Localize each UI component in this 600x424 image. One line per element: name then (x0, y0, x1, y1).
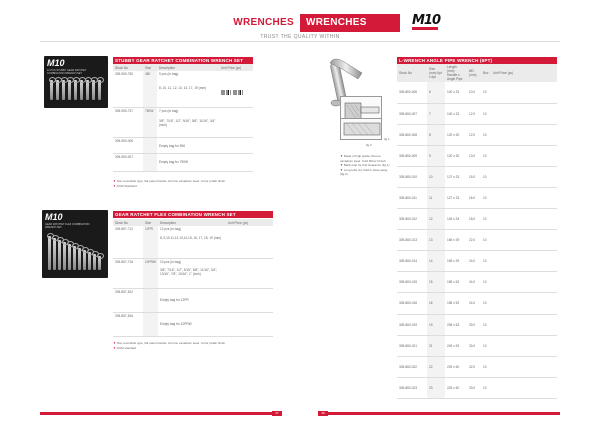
length-cell: 100 x 32 (445, 103, 467, 124)
price-cell (219, 71, 253, 107)
price-cell (491, 209, 557, 230)
stock-number: 305-950-007 (113, 153, 143, 171)
table-row (397, 187, 557, 208)
note-text: ANSI standard (116, 345, 137, 350)
wrench-icon (63, 242, 66, 270)
stock-number: 305-860-006 (397, 82, 427, 103)
diameter-cell: 13.0 (467, 145, 481, 166)
diameter-cell: 15.0 (467, 166, 481, 187)
stock-number: 305-860-023 (397, 377, 427, 398)
description-line: 3/8", 7/16", 1/2", 9/16", 5/8", 11/16", 3/4" (inch) (159, 118, 216, 127)
stubby-image-brand: M10 (47, 58, 65, 68)
stock-number: 305-950-750 (113, 71, 143, 107)
triangle-bullet-icon: ▼ (340, 163, 343, 167)
box-cell: 10 (481, 230, 491, 251)
diameter-cell: 30.0 (467, 314, 481, 335)
description-line: 8, 10, 11, 12, 13, 14, 17, 19 (mm) (159, 86, 207, 90)
table-row (397, 166, 557, 187)
column-header: Box (481, 64, 491, 82)
description-line: Empty bag for 750W (159, 159, 189, 164)
column-header: Stock No (113, 64, 143, 71)
size-cell: 13 (427, 230, 445, 251)
table-row (397, 124, 557, 145)
size-cell: 12PR (143, 226, 158, 258)
description-cell (158, 226, 226, 258)
stock-number: 305-860-019 (397, 314, 427, 335)
table-row (397, 356, 557, 377)
size-cell (143, 153, 157, 171)
box-cell: 10 (481, 335, 491, 356)
stock-number: 305-860-015 (397, 272, 427, 293)
page-title-left: WRENCHES (233, 17, 294, 28)
note-text: Non reversible type, flat panel handle, chrome vanadium steel, mirror polish finish (116, 179, 226, 183)
stock-number: 305-860-007 (397, 103, 427, 124)
stock-number: 305-860-012 (397, 209, 427, 230)
stubby-image-caption: 12 PCS STUBBY GEAR RATCHET COMBINATION WRENCH SET (47, 69, 87, 75)
column-header: Stock No (113, 219, 143, 226)
stock-number: 305-950-006 (113, 137, 143, 153)
stubby-table (113, 64, 253, 172)
stock-number: 305-857-716 (113, 258, 143, 288)
length-cell: 145 x 34 (445, 209, 467, 230)
description-cell (158, 312, 226, 336)
description-cell (158, 258, 226, 288)
length-cell: 225 x 60 (445, 356, 467, 377)
diameter-cell: 33.0 (467, 377, 481, 398)
column-header: Description (157, 64, 219, 71)
table-row (397, 82, 557, 103)
flex-notes (113, 341, 273, 350)
table-row (397, 272, 557, 293)
size-cell: 14 (427, 251, 445, 272)
size-cell: 12 (427, 209, 445, 230)
column-header: Unit Price (pc) (226, 219, 273, 226)
stock-number: 305-860-016 (397, 293, 427, 314)
column-header: Size (143, 64, 157, 71)
wrench-icon (88, 252, 91, 270)
stubby-notes (113, 179, 273, 188)
description-cell (157, 107, 219, 137)
triangle-bullet-icon: ▼ (113, 345, 116, 350)
diameter-cell: 12.0 (467, 124, 481, 145)
price-cell (491, 272, 557, 293)
wrench-icon (86, 80, 89, 100)
stubby-section-title: STUBBY GEAR RATCHET COMBINATION WRENCH SET (113, 57, 253, 64)
wrench-icon (56, 80, 59, 100)
stock-number: 305-860-008 (397, 124, 427, 145)
description-line: 3/8", 7/16", 1/2", 9/16", 5/8", 11/16", 3/4", 13/16", 7/8", 15/16", 1" (inch) (159, 267, 218, 276)
price-cell (491, 230, 557, 251)
price-cell (491, 187, 557, 208)
price-cell (491, 145, 557, 166)
wrench-icon (68, 244, 71, 270)
box-cell: 10 (481, 166, 491, 187)
size-cell: 22 (427, 356, 445, 377)
diameter-cell: 10.0 (467, 82, 481, 103)
column-header: Unit Price (pc) (219, 64, 253, 71)
stock-number: 305-860-013 (397, 230, 427, 251)
size-cell (143, 288, 158, 312)
table-row (113, 137, 253, 153)
diameter-cell: 24.0 (467, 251, 481, 272)
note-item (113, 346, 273, 351)
description-line: 9 pcs (in bag) (159, 72, 179, 76)
diameter-cell: 12.0 (467, 103, 481, 124)
triangle-bullet-icon: ▼ (340, 154, 343, 158)
description-line: 8, 9,10,11,12,13,14,15, 16, 17, 18, 19 (mm) (159, 236, 222, 240)
size-cell: 750W (143, 107, 157, 137)
length-cell: 185 x 52 (445, 272, 467, 293)
length-cell: 245 x 53 (445, 335, 467, 356)
flex-image-brand: M10 (45, 212, 63, 222)
note-item (113, 184, 273, 189)
wrench-icon (98, 256, 101, 270)
table-row (113, 312, 273, 336)
length-cell: 120 x 30 (445, 124, 467, 145)
size-cell: 21 (427, 335, 445, 356)
price-cell (491, 124, 557, 145)
diameter-cell: 18.0 (467, 209, 481, 230)
wrench-icon (48, 236, 51, 270)
price-cell (219, 107, 253, 137)
length-cell: 185 x 52 (445, 293, 467, 314)
footer-bar-left (40, 412, 274, 415)
stock-number: 305-860-011 (397, 187, 427, 208)
length-cell: 225 x 60 (445, 377, 467, 398)
logo-text: M10 (412, 13, 441, 28)
length-cell: 165 x 39 (445, 230, 467, 251)
price-cell (226, 258, 273, 288)
table-row (113, 71, 253, 107)
column-header: Stock No (397, 64, 427, 82)
table-row (397, 314, 557, 335)
diameter-cell: 22.0 (467, 230, 481, 251)
size-cell: 450 (143, 71, 157, 107)
column-header: Description (158, 219, 226, 226)
wrench-icon (78, 248, 81, 270)
table-row (397, 377, 557, 398)
price-cell (226, 312, 273, 336)
triangle-bullet-icon: ▼ (113, 183, 116, 188)
note-item (340, 154, 394, 163)
box-cell: 10 (481, 251, 491, 272)
table-row (397, 335, 557, 356)
box-cell: 10 (481, 103, 491, 124)
length-cell: 100 x 32 (445, 82, 467, 103)
header-divider (40, 41, 560, 42)
tagline: TRUST THE QUALITY WITHIN (260, 34, 340, 40)
flex-table (113, 219, 273, 337)
stubby-product-image (44, 56, 108, 108)
stock-number: 305-860-010 (397, 166, 427, 187)
column-header: Size (mm) 6pt x 6pt (427, 64, 445, 82)
price-cell (491, 251, 557, 272)
price-cell (219, 153, 253, 171)
box-cell: 10 (481, 145, 491, 166)
page-number-right: 38 (318, 411, 328, 416)
price-cell (491, 166, 557, 187)
size-cell: 10 (427, 166, 445, 187)
note-text: ANSI Standard (116, 183, 137, 188)
flex-image-caption: GEAR RATCHET FLEX COMBINATION WRENCH SET (45, 223, 90, 229)
wrench-icon (50, 80, 53, 100)
barcode (221, 90, 243, 95)
size-cell: 16 (427, 293, 445, 314)
wrench-icon (93, 254, 96, 270)
box-cell: 10 (481, 377, 491, 398)
box-cell: 10 (481, 293, 491, 314)
table-row (397, 103, 557, 124)
size-cell: 6 (427, 82, 445, 103)
box-cell: 10 (481, 82, 491, 103)
size-cell (143, 312, 158, 336)
wrench-icon (83, 250, 86, 270)
description-line: 12 pcs (in bag) (159, 227, 182, 231)
table-row (113, 107, 253, 137)
length-cell: 165 x 39 (445, 251, 467, 272)
description-cell (157, 71, 219, 107)
table-row (113, 258, 273, 288)
stock-number: 305-857-712 (113, 226, 143, 258)
figure-1-label: fig.1 (384, 137, 390, 141)
size-cell: 23 (427, 377, 445, 398)
box-cell: 10 (481, 187, 491, 208)
box-cell: 10 (481, 209, 491, 230)
wrench-icon (62, 80, 65, 100)
table-row (397, 209, 557, 230)
note-text: Long tube (in) hold in sizes away (fig.2) (340, 167, 388, 176)
stock-number: 305-857-816 (113, 312, 143, 336)
diameter-cell: 24.0 (467, 272, 481, 293)
description-cell (157, 137, 219, 153)
size-cell: 15 (427, 272, 445, 293)
note-text: Made of high grade chrome vanadium steel. Cold Mirror Finish (340, 154, 386, 163)
description-line: Empty bag for 906 (159, 143, 186, 148)
size-cell: 19 (427, 314, 445, 335)
l-wrench-table (397, 64, 557, 399)
column-header: ØD (mm) (467, 64, 481, 82)
stock-number: 305-860-021 (397, 335, 427, 356)
length-cell: 127 x 33 (445, 187, 467, 208)
note-text: Non reversible type, flat panel handle, chrome vanadium steel, mirror polish finish (116, 341, 226, 345)
stock-number: 305-857-812 (113, 288, 143, 312)
wrench-icon (80, 80, 83, 100)
price-cell (491, 377, 557, 398)
price-cell (491, 82, 557, 103)
wrench-icon (53, 238, 56, 270)
triangle-bullet-icon: ▼ (340, 167, 343, 172)
wrench-icon (73, 246, 76, 270)
page-title-right: WRENCHES (300, 14, 400, 32)
wrench-icon (98, 80, 101, 100)
triangle-bullet-icon: ▼ (113, 341, 116, 345)
box-cell: 10 (481, 314, 491, 335)
wrench-icon (68, 80, 71, 100)
table-row (397, 293, 557, 314)
table-row (397, 230, 557, 251)
diameter-cell: 16.0 (467, 187, 481, 208)
price-cell (219, 137, 253, 153)
stock-number: 305-860-022 (397, 356, 427, 377)
diameter-cell: 24.0 (467, 293, 481, 314)
description-line: 10 pcs (in bag) (159, 259, 182, 264)
price-cell (226, 288, 273, 312)
table-row (113, 288, 273, 312)
note-item (340, 168, 394, 177)
table-row (113, 226, 273, 258)
stock-number: 305-860-014 (397, 251, 427, 272)
stock-number: 305-860-009 (397, 145, 427, 166)
length-cell: 120 x 30 (445, 145, 467, 166)
table-row (397, 251, 557, 272)
price-cell (491, 314, 557, 335)
l-wrench-section-title: L-WRENCH ANGLE PIPE WRENCH (6PT) (397, 57, 557, 64)
wrench-icon (92, 80, 95, 100)
page-number-left: 37 (272, 411, 282, 416)
price-cell (491, 356, 557, 377)
figure-2-diagram (340, 118, 382, 140)
price-cell (491, 293, 557, 314)
diameter-cell: 30.0 (467, 335, 481, 356)
length-cell: 127 x 33 (445, 166, 467, 187)
size-cell: 11 (427, 187, 445, 208)
price-cell (226, 226, 273, 258)
figure-2-label: fig.2 (366, 143, 372, 147)
flex-section-title: GEAR RATCHET FLEX COMBINATION WRENCH SET (113, 211, 273, 218)
stock-number: 305-950-737 (113, 107, 143, 137)
description-line: Empty bag for 10PRW (159, 321, 192, 326)
flex-product-image (42, 210, 108, 278)
wrench-icon (58, 240, 61, 270)
column-header: Size (143, 219, 158, 226)
l-wrench-notes (340, 154, 394, 177)
size-cell: 8 (427, 124, 445, 145)
footer-bar-right (326, 412, 560, 415)
description-cell (158, 288, 226, 312)
brand-logo (412, 11, 441, 33)
size-cell: 10PRW (143, 258, 158, 288)
column-header: Unit Price (pc) (491, 64, 557, 82)
box-cell: 10 (481, 356, 491, 377)
price-cell (491, 335, 557, 356)
description-line: 7 pcs (in bag) (159, 108, 179, 113)
table-row (397, 145, 557, 166)
size-cell: 9 (427, 145, 445, 166)
price-cell (491, 103, 557, 124)
description-cell (157, 153, 219, 171)
size-cell: 7 (427, 103, 445, 124)
box-cell: 10 (481, 124, 491, 145)
note-text: Back-stop for bolt clearance (fig.1) (343, 163, 390, 167)
table-row (113, 153, 253, 171)
long-tube-icon (341, 119, 383, 141)
column-header: Length (mm) Handle x Angle Pipe (445, 64, 467, 82)
box-cell: 10 (481, 272, 491, 293)
diameter-cell: 32.0 (467, 356, 481, 377)
length-cell: 205 x 63 (445, 314, 467, 335)
description-line: Empty bag for 12PR (159, 297, 189, 302)
wrench-icon (74, 80, 77, 100)
triangle-bullet-icon: ▼ (113, 179, 116, 183)
size-cell (143, 137, 157, 153)
